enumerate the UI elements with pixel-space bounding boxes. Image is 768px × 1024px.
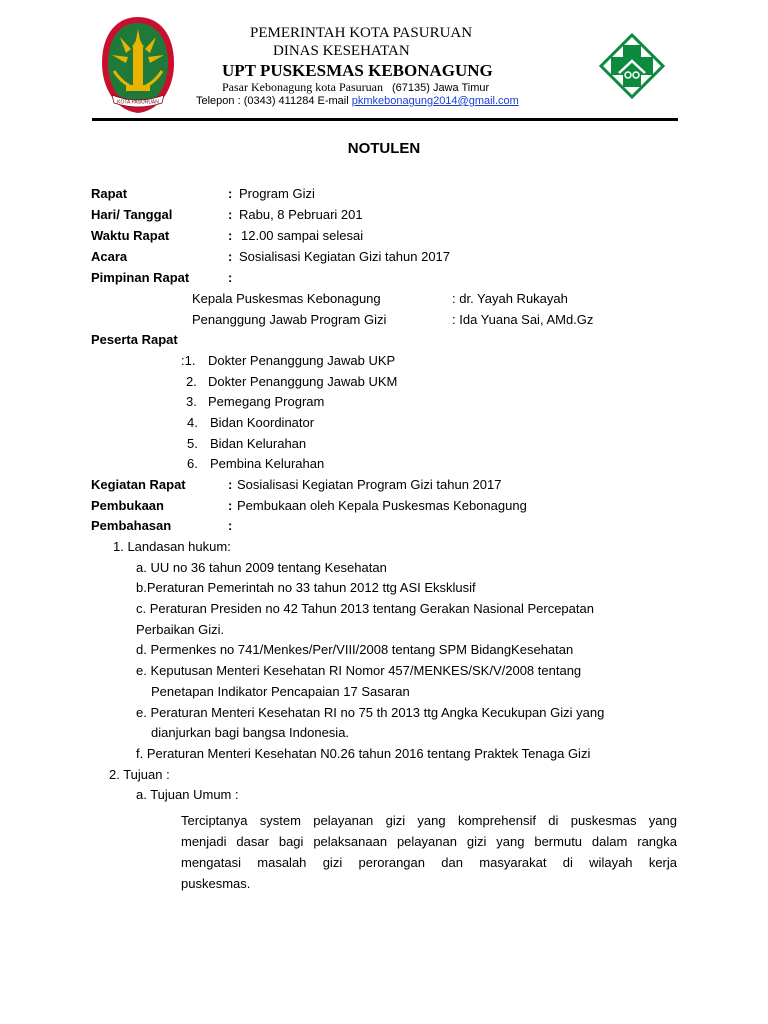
list-item: f. Peraturan Menteri Kesehatan N0.26 tahun 2016 tentang Praktek Tenaga Gizi xyxy=(136,746,591,761)
list-item: Dokter Penanggung Jawab UKP xyxy=(208,353,396,368)
list-item: e. Peraturan Menteri Kesehatan RI no 75 th 2013 ttg Angka Kecukupan Gizi yang xyxy=(136,705,605,720)
pimpinan-name: : Ida Yuana Sai, AMd.Gz xyxy=(452,312,594,327)
header-divider xyxy=(92,118,678,121)
colon: : xyxy=(228,249,233,264)
label-pimpinan-rapat: Pimpinan Rapat xyxy=(91,270,190,285)
header-address xyxy=(222,80,489,95)
city-seal-logo xyxy=(98,15,178,115)
list-item: Bidan Kelurahan xyxy=(210,436,307,451)
header-contact xyxy=(196,95,519,107)
header-department: DINAS KESEHATAN xyxy=(273,43,410,59)
value-rapat: Program Gizi xyxy=(239,186,315,201)
list-item-continuation: Perbaikan Gizi. xyxy=(136,622,225,637)
list-item-number: 3. xyxy=(186,394,197,409)
section-heading: 1. Landasan hukum: xyxy=(113,539,231,554)
pimpinan-name: : dr. Yayah Rukayah xyxy=(452,291,568,306)
list-item: Dokter Penanggung Jawab UKM xyxy=(208,374,398,389)
tujuan-umum-paragraph xyxy=(181,810,677,894)
address-postal: (67135) Jawa Timur xyxy=(391,82,490,94)
label-kegiatan-rapat: Kegiatan Rapat xyxy=(91,477,186,492)
puskesmas-logo xyxy=(599,33,665,99)
list-item-continuation: Penetapan Indikator Pencapaian 17 Sasaran xyxy=(151,684,410,699)
list-item-continuation: dianjurkan bagi bangsa Indonesia. xyxy=(151,725,350,740)
colon: : xyxy=(228,518,233,533)
colon: : xyxy=(228,228,233,243)
value-pembukaan: Pembukaan oleh Kepala Puskesmas Kebonagung xyxy=(237,498,527,513)
list-item: Pembina Kelurahan xyxy=(210,456,325,471)
list-item: Pemegang Program xyxy=(208,394,325,409)
value-acara: Sosialisasi Kegiatan Gizi tahun 2017 xyxy=(239,249,451,264)
header-institution: UPT PUSKESMAS KEBONAGUNG xyxy=(222,61,493,80)
label-acara: Acara xyxy=(91,249,128,264)
paragraph-line: Terciptanya system pelayanan gizi yang komprehensif di puskesmas yang xyxy=(181,813,677,828)
list-item-number: :1. xyxy=(181,353,196,368)
header-government: PEMERINTAH KOTA PASURUAN xyxy=(250,25,473,41)
paragraph-line: mengatasi masalah gizi perorangan dan masyarakat di wilayah kerja xyxy=(181,855,677,870)
colon: : xyxy=(228,477,233,492)
list-item-number: 6. xyxy=(187,456,198,471)
label-pembukaan: Pembukaan xyxy=(91,498,164,513)
label-rapat: Rapat xyxy=(91,186,128,201)
label-waktu-rapat: Waktu Rapat xyxy=(91,228,170,243)
pimpinan-role: Penanggung Jawab Program Gizi xyxy=(192,312,387,327)
label-peserta-rapat: Peserta Rapat xyxy=(91,332,178,347)
list-item: c. Peraturan Presiden no 42 Tahun 2013 tentang Gerakan Nasional Percepatan xyxy=(136,601,594,616)
seal-ribbon-text: KOTA PASURUAN xyxy=(117,99,159,106)
address-street: Pasar Kebonagung kota Pasuruan xyxy=(222,80,383,94)
colon: : xyxy=(228,207,233,222)
list-item-number: 2. xyxy=(186,374,197,389)
colon: : xyxy=(228,186,233,201)
pimpinan-role: Kepala Puskesmas Kebonagung xyxy=(192,291,381,306)
sub-heading: a. Tujuan Umum : xyxy=(136,787,239,802)
list-item: e. Keputusan Menteri Kesehatan RI Nomor 457/MENKES/SK/V/2008 tentang xyxy=(136,663,582,678)
label-hari-tanggal: Hari/ Tanggal xyxy=(91,207,173,222)
contact-phone: Telepon : (0343) 411284 E-mail xyxy=(196,95,352,107)
paragraph-line: puskesmas. xyxy=(181,876,251,891)
paragraph-line: menjadi dasar bagi pelaksanaan pelayanan gizi yang bermutu dalam rangka xyxy=(181,834,677,849)
value-waktu-rapat: 12.00 sampai selesai xyxy=(241,228,364,243)
colon: : xyxy=(228,270,233,285)
section-heading: 2. Tujuan : xyxy=(109,767,170,782)
list-item: Bidan Koordinator xyxy=(210,415,315,430)
list-item: b.Peraturan Pemerintah no 33 tahun 2012 ttg ASI Eksklusif xyxy=(136,580,476,595)
document-title: NOTULEN xyxy=(347,140,421,157)
list-item-number: 5. xyxy=(187,436,198,451)
value-kegiatan-rapat: Sosialisasi Kegiatan Program Gizi tahun 2017 xyxy=(237,477,502,492)
list-item-number: 4. xyxy=(187,415,198,430)
email-link[interactable]: pkmkebonagung2014@gmail.com xyxy=(351,95,519,107)
label-pembahasan: Pembahasan xyxy=(91,518,172,533)
colon: : xyxy=(228,498,233,513)
value-hari-tanggal: Rabu, 8 Pebruari 201 xyxy=(239,207,363,222)
list-item: d. Permenkes no 741/Menkes/Per/VIII/2008 tentang SPM BidangKesehatan xyxy=(136,642,574,657)
list-item: a. UU no 36 tahun 2009 tentang Kesehatan xyxy=(136,560,387,575)
